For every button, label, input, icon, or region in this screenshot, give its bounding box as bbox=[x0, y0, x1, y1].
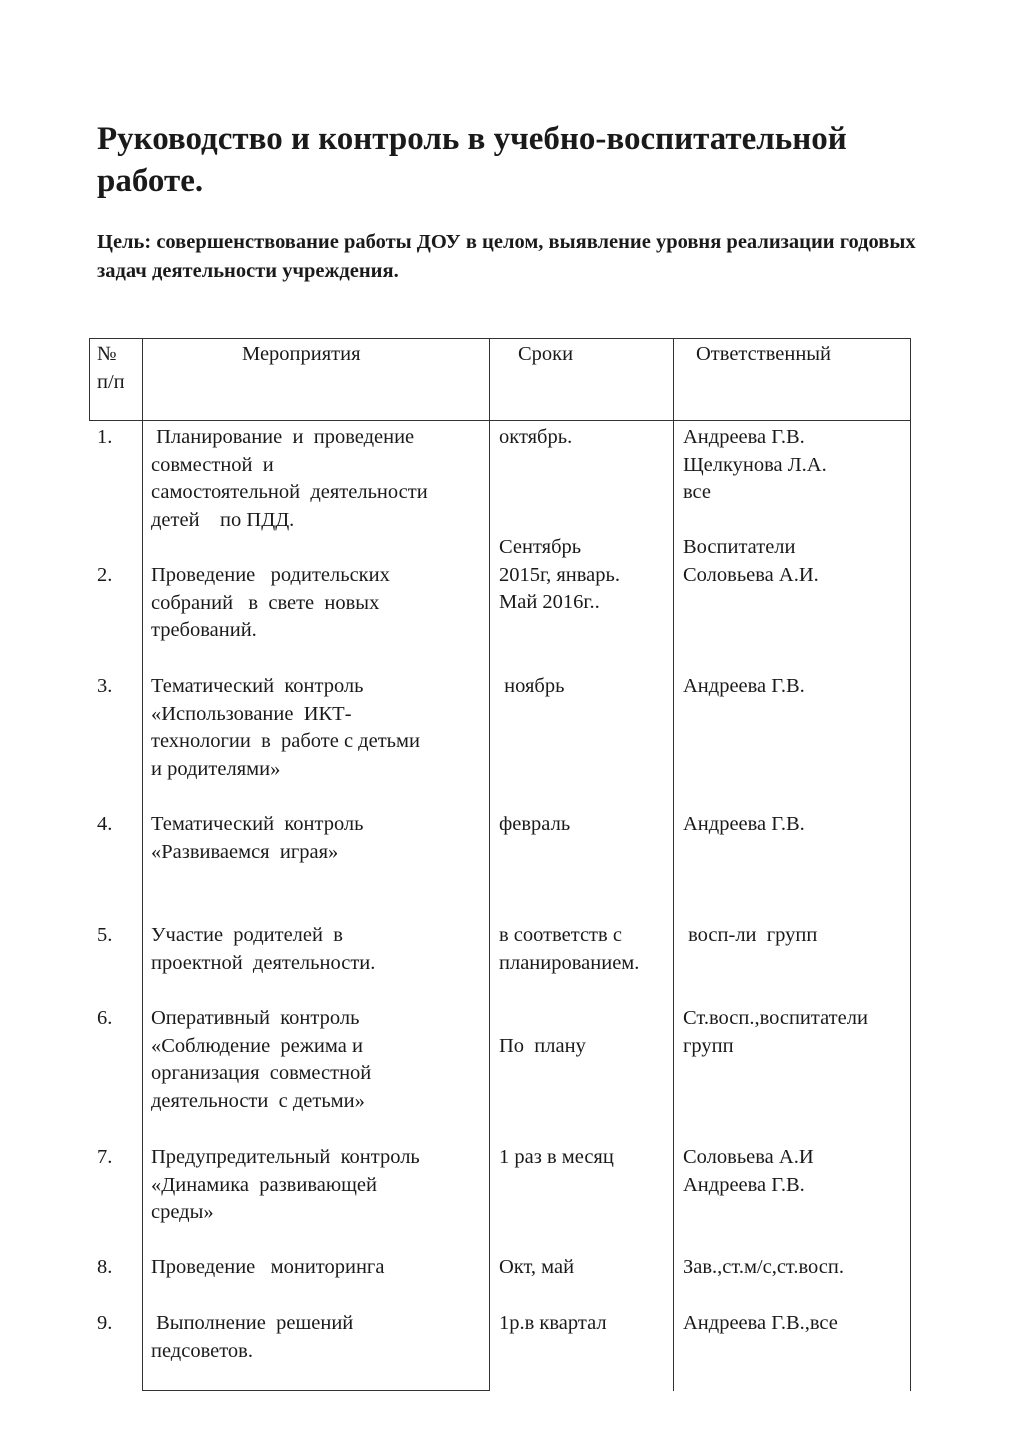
row-2-event: Проведение родительских собраний в свете новых требований. bbox=[151, 564, 390, 641]
row-1-term: октябрь. bbox=[499, 426, 573, 448]
page-title: Руководство и контроль в учебно-воспитательной работе. bbox=[97, 121, 847, 199]
header-term: Сроки bbox=[518, 343, 574, 365]
header-resp: Ответственный bbox=[696, 343, 832, 365]
row-5-term: в соответств с планированием. bbox=[499, 924, 640, 974]
row-2-term: Сентябрь 2015г, январь. Май 2016г.. bbox=[499, 536, 620, 613]
row-5-resp: восп-ли групп bbox=[683, 924, 818, 946]
row-7-event: Предупредительный контроль «Динамика развивающей среды» bbox=[151, 1146, 420, 1223]
table-left-border bbox=[89, 338, 90, 421]
table-top-border bbox=[89, 338, 911, 339]
col-divider-1 bbox=[142, 338, 143, 1391]
table-right-border bbox=[910, 338, 911, 1391]
row-3-num: 3. bbox=[97, 675, 113, 697]
row-7-term: 1 раз в месяц bbox=[499, 1146, 614, 1168]
row-4-term: февраль bbox=[499, 813, 571, 835]
row-2-num: 2. bbox=[97, 564, 113, 586]
row-8-term: Окт, май bbox=[499, 1256, 575, 1278]
row-5-num: 5. bbox=[97, 924, 113, 946]
row-8-event: Проведение мониторинга bbox=[151, 1256, 385, 1278]
col-divider-2 bbox=[489, 338, 490, 1391]
row-5-event: Участие родителей в проектной деятельности. bbox=[151, 924, 376, 974]
row-8-num: 8. bbox=[97, 1256, 113, 1278]
row-2-resp: Воспитатели Соловьева А.И. bbox=[683, 536, 819, 586]
header-num: № п/п bbox=[97, 343, 125, 393]
row-6-term: По плану bbox=[499, 1035, 586, 1057]
row-3-term: ноябрь bbox=[499, 675, 565, 697]
header-event: Мероприятия bbox=[242, 343, 361, 365]
row-7-num: 7. bbox=[97, 1146, 113, 1168]
row-9-num: 9. bbox=[97, 1312, 113, 1334]
row-9-event: Выполнение решений педсоветов. bbox=[151, 1312, 354, 1362]
table-bottom-border bbox=[142, 1390, 490, 1391]
row-9-resp: Андреева Г.В.,все bbox=[683, 1312, 838, 1334]
goal-text: Цель: совершенствование работы ДОУ в целом, выявление уровня реализации годовых задач деятельности учреждения. bbox=[97, 231, 916, 282]
row-3-event: Тематический контроль «Использование ИКТ- технологии в работе с детьми и родителями» bbox=[151, 675, 420, 780]
row-7-resp: Соловьева А.И Андреева Г.В. bbox=[683, 1146, 814, 1196]
row-6-num: 6. bbox=[97, 1007, 113, 1029]
row-8-resp: Зав.,ст.м/с,ст.восп. bbox=[683, 1256, 844, 1278]
row-3-resp: Андреева Г.В. bbox=[683, 675, 805, 697]
row-4-resp: Андреева Г.В. bbox=[683, 813, 805, 835]
row-1-num: 1. bbox=[97, 426, 113, 448]
row-9-term: 1р.в квартал bbox=[499, 1312, 607, 1334]
row-1-resp: Андреева Г.В. Щелкунова Л.А. все bbox=[683, 426, 827, 503]
row-4-num: 4. bbox=[97, 813, 113, 835]
row-6-resp: Ст.восп.,воспитатели групп bbox=[683, 1007, 868, 1057]
row-6-event: Оперативный контроль «Соблюдение режима и организация совместной деятельности с детьми» bbox=[151, 1007, 372, 1112]
row-1-event: Планирование и проведение совместной и самостоятельной деятельности детей по ПДД. bbox=[151, 426, 428, 531]
col-divider-3 bbox=[673, 338, 674, 1391]
row-4-event: Тематический контроль «Развиваемся играя» bbox=[151, 813, 364, 863]
header-bottom-border bbox=[89, 420, 911, 421]
